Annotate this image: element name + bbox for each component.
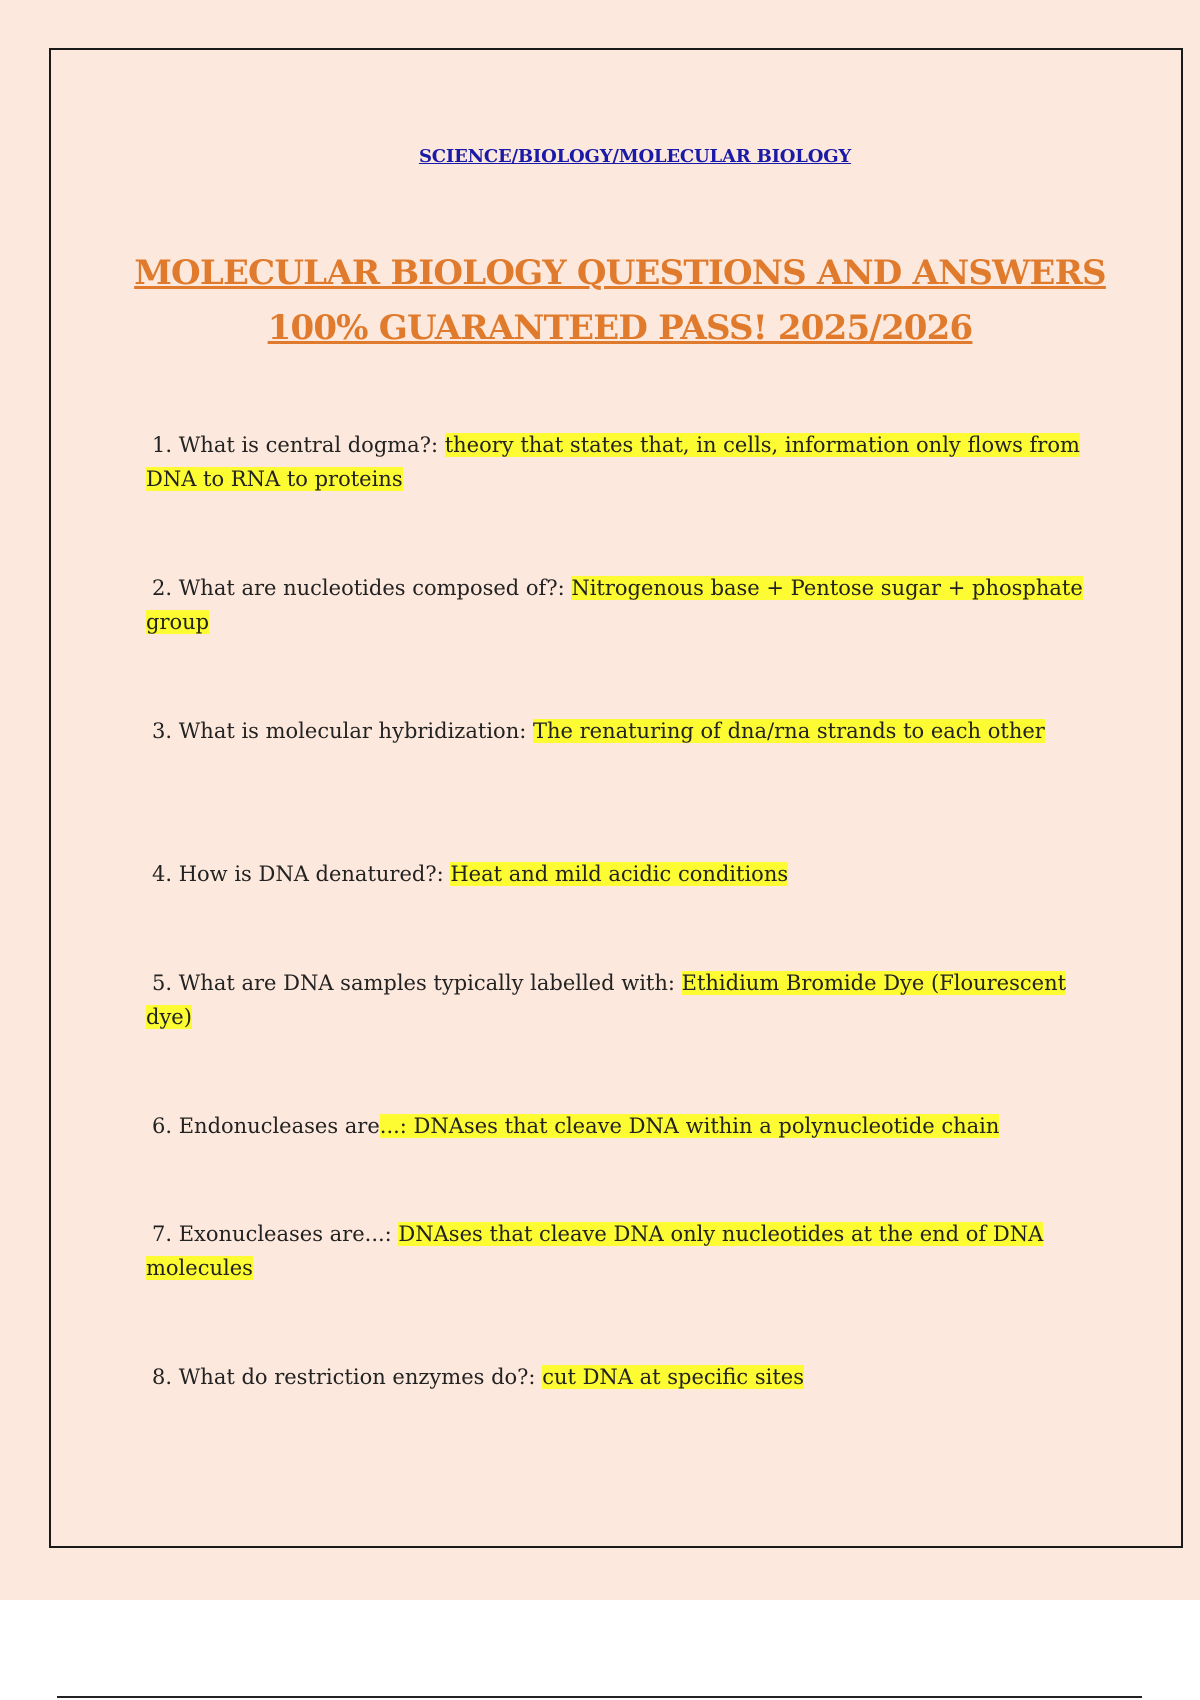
title-line-2: 100% GUARANTEED PASS! 2025/2026 — [267, 308, 973, 348]
question-text: 4. How is DNA denatured?: — [152, 862, 451, 886]
answer-highlight: DNAses that cleave DNA only nucleotides at the end of DNA molecules — [146, 1222, 1044, 1280]
answer-highlight: ...: DNAses that cleave DNA within a polynucleotide chain — [379, 1114, 1000, 1138]
qa-item-7 — [146, 1217, 1086, 1285]
answer-highlight: Ethidium Bromide Dye (Flourescent dye) — [146, 971, 1067, 1029]
question-text: 5. What are DNA samples typically labelled with: — [152, 971, 682, 995]
question-text: 3. What is molecular hybridization: — [152, 719, 533, 743]
question-text: 6. Endonucleases are — [152, 1114, 380, 1138]
answer-highlight: theory that states that, in cells, information only flows from DNA to RNA to proteins — [146, 433, 1080, 491]
question-text: 7. Exonucleases are...: — [152, 1222, 399, 1246]
answer-highlight: Nitrogenous base + Pentose sugar + phosphate group — [146, 576, 1083, 634]
footer-divider — [57, 1696, 1142, 1698]
answer-highlight: Heat and mild acidic conditions — [450, 862, 789, 886]
answer-highlight: The renaturing of dna/rna strands to each other — [532, 719, 1045, 743]
breadcrumb[interactable]: SCIENCE/BIOLOGY/MOLECULAR BIOLOGY — [418, 146, 852, 167]
qa-item-5 — [146, 966, 1086, 1034]
page-title — [120, 246, 1120, 356]
answer-highlight: cut DNA at specific sites — [542, 1365, 804, 1389]
question-text: 2. What are nucleotides composed of?: — [152, 576, 572, 600]
qa-item-6 — [146, 1109, 1086, 1143]
qa-item-4 — [146, 857, 1086, 891]
qa-item-2 — [146, 571, 1086, 639]
question-text: 1. What is central dogma?: — [152, 433, 445, 457]
qa-item-8 — [146, 1360, 1086, 1394]
title-line-1: MOLECULAR BIOLOGY QUESTIONS AND ANSWERS — [134, 253, 1106, 293]
qa-item-1 — [146, 428, 1086, 496]
qa-item-3 — [146, 714, 1086, 748]
question-text: 8. What do restriction enzymes do?: — [152, 1365, 543, 1389]
